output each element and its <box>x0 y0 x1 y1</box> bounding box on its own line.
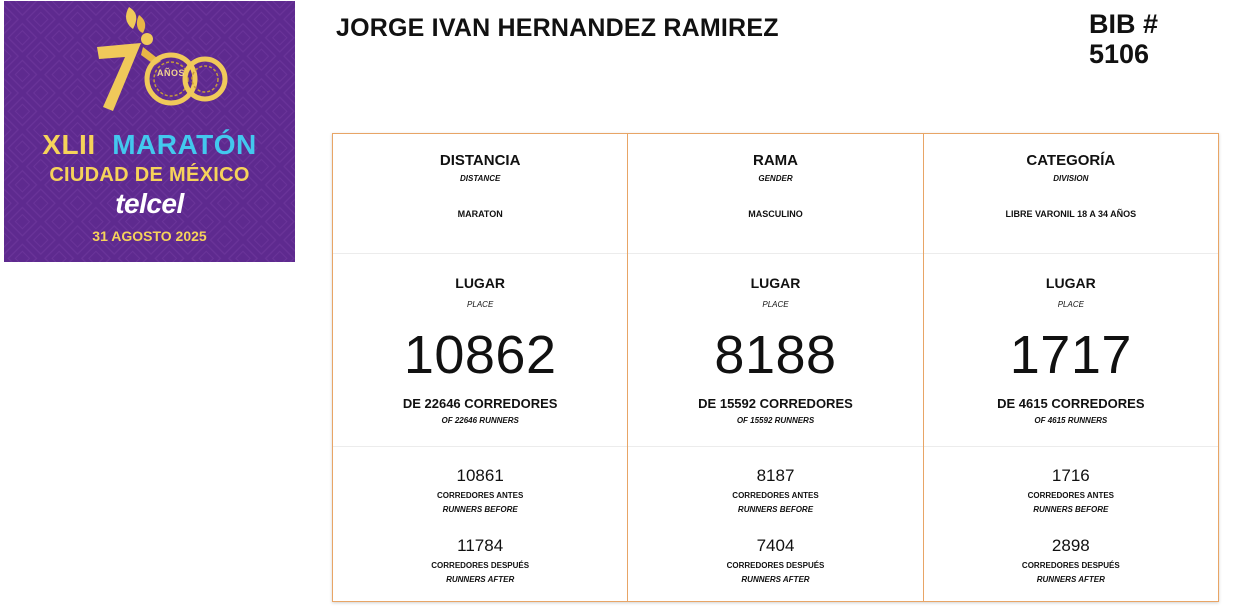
bib-label: BIB # <box>1089 9 1159 39</box>
bib-number <box>1089 9 1158 69</box>
place-sublabel: PLACE <box>467 300 494 309</box>
divider <box>628 253 922 254</box>
column-subtitle: GENDER <box>758 174 793 183</box>
logo-anos-text: AÑOS <box>157 68 186 78</box>
column-division <box>924 134 1218 601</box>
place-label: LUGAR <box>455 275 506 291</box>
results-card <box>332 133 1219 602</box>
runners-after-label: CORREDORES DESPUÉS <box>726 561 825 570</box>
runners-after-sublabel: RUNNERS AFTER <box>741 575 810 584</box>
column-value: LIBRE VARONIL 18 A 34 AÑOS <box>1005 209 1137 219</box>
total-runners-sub: OF 22646 RUNNERS <box>441 416 519 425</box>
event-logo <box>4 1 295 262</box>
runners-before-sublabel: RUNNERS BEFORE <box>1033 505 1109 514</box>
total-runners-sub: OF 15592 RUNNERS <box>736 416 815 425</box>
column-value: MASCULINO <box>748 209 803 219</box>
place-number: 1717 <box>1009 325 1132 385</box>
column-title: CATEGORÍA <box>1026 152 1116 169</box>
runners-before-count: 8187 <box>756 466 795 485</box>
column-distance <box>333 134 628 601</box>
total-runners: DE 4615 CORREDORES <box>997 396 1145 411</box>
logo-city: CIUDAD DE MÉXICO <box>49 164 250 186</box>
runners-before-label: CORREDORES ANTES <box>1027 491 1115 500</box>
place-number: 8188 <box>714 325 837 385</box>
runners-after-count: 7404 <box>756 536 795 555</box>
column-title: DISTANCIA <box>439 152 521 169</box>
bib-value: 5106 <box>1089 39 1150 69</box>
runners-before-count: 1716 <box>1051 466 1090 485</box>
divider <box>333 446 627 447</box>
runners-after-sublabel: RUNNERS AFTER <box>446 575 515 584</box>
logo-date: 31 AGOSTO 2025 <box>92 228 207 244</box>
total-runners: DE 22646 CORREDORES <box>402 396 558 411</box>
runners-before-sublabel: RUNNERS BEFORE <box>737 505 814 514</box>
logo-title <box>4 129 295 161</box>
divider <box>628 446 922 447</box>
runners-before-count: 10861 <box>456 466 504 485</box>
anniversary-emblem <box>89 3 229 118</box>
runners-before-label: CORREDORES ANTES <box>732 491 819 500</box>
divider <box>333 253 627 254</box>
runners-after-label: CORREDORES DESPUÉS <box>431 561 530 570</box>
place-number: 10862 <box>403 325 557 385</box>
runners-after-count: 11784 <box>457 536 504 555</box>
runners-after-sublabel: RUNNERS AFTER <box>1036 575 1105 584</box>
runners-after-count: 2898 <box>1051 536 1090 555</box>
runner-name: JORGE IVAN HERNANDEZ RAMIREZ <box>336 14 779 42</box>
total-runners-sub: OF 4615 RUNNERS <box>1034 416 1108 425</box>
column-subtitle: DIVISION <box>1053 174 1089 183</box>
total-runners: DE 15592 CORREDORES <box>698 396 853 411</box>
place-label: LUGAR <box>1045 275 1096 291</box>
runners-before-label: CORREDORES ANTES <box>436 491 524 500</box>
place-sublabel: PLACE <box>1057 300 1084 309</box>
place-label: LUGAR <box>750 275 801 291</box>
runners-after-label: CORREDORES DESPUÉS <box>1021 561 1120 570</box>
column-value: MARATON <box>457 209 503 219</box>
divider <box>924 253 1218 254</box>
divider <box>924 446 1218 447</box>
column-title: RAMA <box>752 152 798 169</box>
column-subtitle: DISTANCE <box>460 174 501 183</box>
column-gender <box>628 134 923 601</box>
logo-sponsor: telcel <box>115 188 184 219</box>
runners-before-sublabel: RUNNERS BEFORE <box>442 505 518 514</box>
place-sublabel: PLACE <box>762 300 789 309</box>
logo-race: MARATÓN <box>112 129 257 160</box>
logo-edition: XLII <box>42 129 96 160</box>
